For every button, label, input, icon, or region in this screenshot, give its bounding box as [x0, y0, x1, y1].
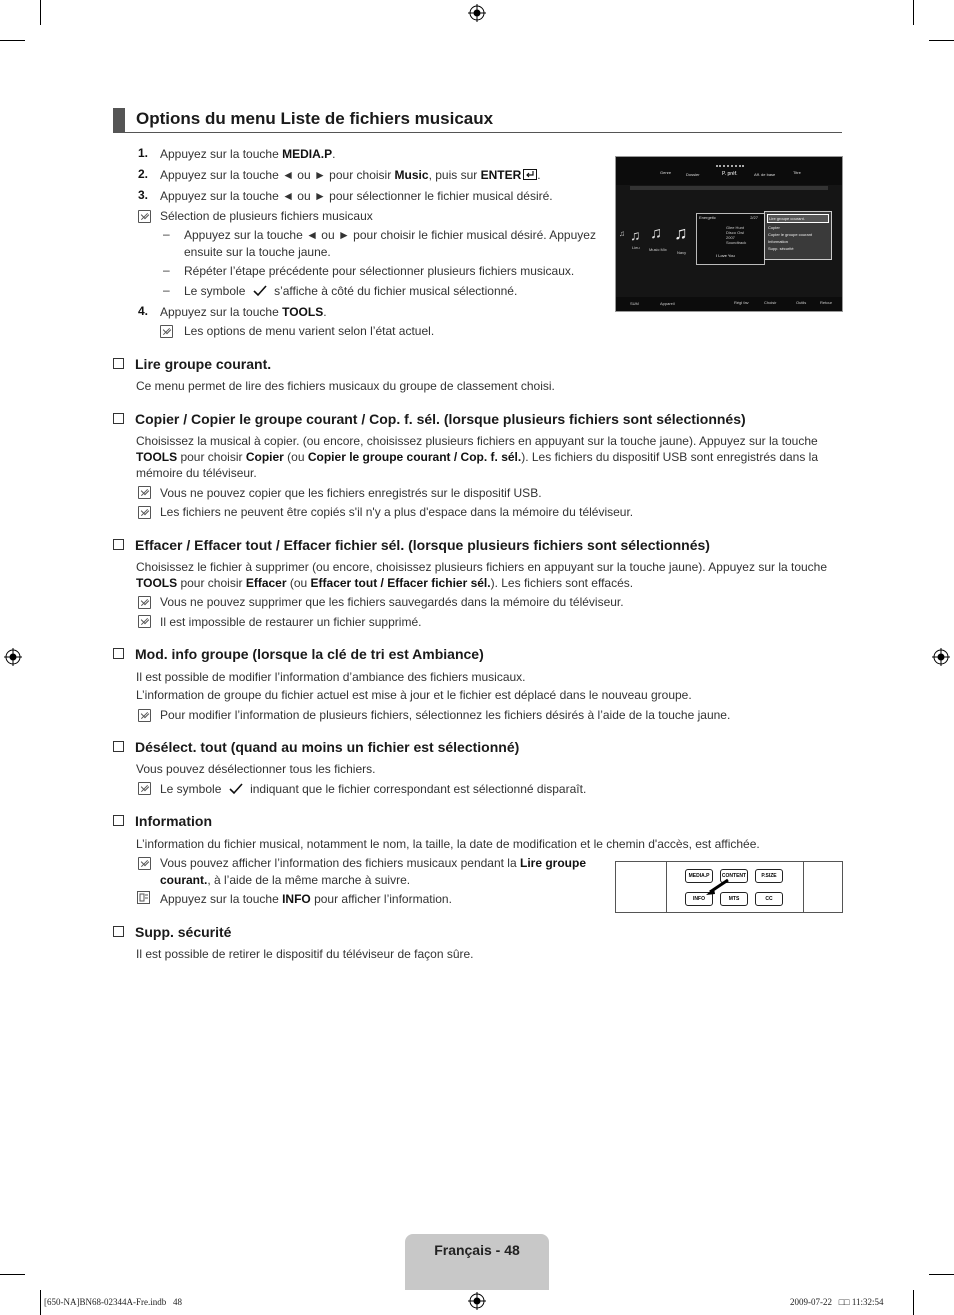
tv-tab: Dossier — [686, 172, 700, 177]
tv-bottom-device: Appareil — [660, 301, 675, 306]
step-number: 4. — [138, 304, 149, 318]
registration-mark-icon — [468, 1292, 486, 1310]
music-note-icon: ♫ — [674, 223, 688, 243]
registration-mark-icon — [4, 648, 22, 666]
note-icon — [138, 486, 151, 499]
music-note-icon: ♫ — [650, 225, 662, 242]
checkbox-bullet-icon — [113, 926, 124, 937]
pointer-arrow-icon — [702, 878, 732, 898]
tv-popup-item: Glee Hunt — [726, 225, 745, 230]
tv-popup-head-text: Energetic — [699, 215, 716, 220]
dash: – — [163, 227, 170, 241]
tv-menu-item[interactable]: Copier — [768, 225, 780, 230]
section-title-information: Information — [113, 813, 212, 829]
tv-screen-illustration — [615, 156, 843, 312]
note-text: courant., à l’aide de la même marche à suivre. — [160, 873, 411, 887]
tv-tab: P. préf. — [722, 171, 738, 177]
checkbox-bullet-icon — [113, 741, 124, 752]
crop-mark — [913, 0, 914, 25]
tv-item-label: Lieu — [632, 245, 640, 250]
checkbox-bullet-icon — [113, 413, 124, 424]
note-text: Vous ne pouvez supprimer que les fichiers sauvegardés dans la mémoire du téléviseur. — [160, 595, 624, 609]
step-number: 2. — [138, 167, 149, 181]
mts-button[interactable]: MTS — [720, 892, 748, 906]
tv-bottom-fav: Régl fav — [734, 300, 749, 305]
section-body: Il est possible de retirer le dispositif du téléviseur de façon sûre. — [136, 947, 474, 961]
section-body: L’information du fichier musical, notamment le nom, la taille, la date de modification et le chemin d'accès, est affichée. — [136, 837, 760, 851]
note-icon — [138, 782, 151, 795]
page-number: Français - 48 — [434, 1242, 520, 1258]
tv-popup-count: 2/27 — [750, 215, 758, 220]
dash: – — [163, 283, 170, 297]
registration-mark-icon — [468, 4, 486, 22]
cc-button[interactable]: CC — [755, 892, 783, 906]
heading-rule — [113, 132, 842, 133]
tv-menu-item[interactable]: Information — [768, 239, 789, 244]
section-body: Choisissez la musical à copier. (ou encore, choisissez plusieurs fichiers en appuyant sur la touche jaune). Appuyez sur la touche — [136, 434, 818, 448]
note-icon — [138, 506, 151, 519]
sub-item: Répéter l’étape précédente pour sélectionner plusieurs fichiers musicaux. — [184, 264, 575, 278]
note-text: Il est impossible de restaurer un fichier supprimé. — [160, 615, 422, 629]
section-body: Choisissez le fichier à supprimer (ou encore, choisissez plusieurs fichiers en appuyant sur la touche jaune). Appuyez sur la touche — [136, 560, 828, 574]
section-title-copier: Copier / Copier le groupe courant / Cop. f. sél. (lorsque plusieurs fichiers sont sélectionnés) — [113, 411, 746, 427]
sub-item: ensuite sur la touche jaune. — [184, 245, 331, 259]
tv-tab: Genre — [660, 170, 672, 175]
content-button[interactable]: CONTENT — [720, 869, 748, 883]
page-heading — [113, 108, 842, 134]
note-text: Les options de menu varient selon l’état actuel. — [184, 324, 435, 338]
enter-icon — [523, 169, 537, 180]
page-number-tab — [405, 1234, 549, 1290]
crop-mark — [0, 40, 25, 41]
crop-mark — [929, 1274, 954, 1275]
note-text: Les fichiers ne peuvent être copiés s'il n'y a plus d'espace dans la mémoire du téléviseur. — [160, 505, 634, 519]
note-icon — [138, 857, 151, 870]
crop-mark — [40, 1290, 41, 1315]
dash: – — [163, 263, 170, 277]
tv-bottom-sum: SUM — [630, 301, 639, 306]
info-button[interactable]: INFO — [685, 892, 713, 906]
tv-bottom-bar — [616, 297, 842, 311]
section-body: TOOLS pour choisir Effacer (ou Effacer tout / Effacer fichier sél.). Les fichiers sont effacés. — [136, 576, 634, 590]
crop-mark — [913, 1290, 914, 1315]
check-icon — [253, 285, 267, 297]
registration-mark-icon — [932, 648, 950, 666]
heading-accent — [113, 108, 125, 132]
crop-mark — [929, 40, 954, 41]
check-icon — [229, 783, 243, 795]
section-body: Il est possible de modifier l’information d’ambiance des fichiers musicaux. — [136, 670, 526, 684]
step-number: 1. — [138, 146, 149, 160]
music-note-icon: ♫ — [619, 229, 625, 238]
step-number: 3. — [138, 188, 149, 202]
tv-popup-item: 2007 — [726, 235, 735, 240]
note-text: Sélection de plusieurs fichiers musicaux — [160, 209, 373, 223]
note-icon — [160, 325, 173, 338]
tv-bottom-choose: Choisir — [764, 300, 777, 305]
tv-popup-head — [699, 215, 761, 222]
tv-bottom-tools: Outils — [796, 300, 807, 305]
step-1: Appuyez sur la touche MEDIA.P. — [160, 147, 336, 161]
section-body: L’information de groupe du fichier actuel est mise à jour et le fichier est déplacé dans le nouveau groupe. — [136, 688, 692, 702]
crop-mark — [40, 0, 41, 25]
remote-illustration — [615, 861, 843, 913]
note-text: Vous pouvez afficher l’information des fichiers musicaux pendant la Lire groupe — [160, 856, 586, 870]
tv-popup-item: Disco Owl — [726, 230, 745, 235]
section-title-deselect: Désélect. tout (quand au moins un fichier est sélectionné) — [113, 739, 519, 755]
music-note-icon: ♫ — [630, 227, 641, 243]
section-title-mod: Mod. info groupe (lorsque la clé de tri est Ambiance) — [113, 646, 484, 662]
tv-tab: Titre — [793, 170, 801, 175]
section-body: Vous pouvez désélectionner tous les fichiers. — [136, 762, 376, 776]
section-title-supp: Supp. sécurité — [113, 924, 231, 940]
tv-menu-item-selected[interactable]: Lire groupe courant. — [767, 214, 829, 223]
section-body: TOOLS pour choisir Copier (ou Copier le groupe courant / Cop. f. sél.). Les fichiers du dispositif USB sont enregistrés dans la — [136, 450, 819, 464]
step-3: Appuyez sur la touche ◄ ou ► pour sélectionner le fichier musical désiré. — [160, 189, 553, 203]
tv-menu-item[interactable]: Copier le groupe courant — [768, 232, 813, 237]
section-body: mémoire du téléviseur. — [136, 466, 257, 480]
tv-item-label: Music Mix — [649, 247, 667, 252]
tv-dots — [716, 165, 744, 169]
tv-tab: Aff. de base — [754, 172, 776, 177]
note-icon — [138, 210, 151, 223]
media-p-button[interactable]: MEDIA.P — [685, 869, 713, 883]
checkbox-bullet-icon — [113, 358, 124, 369]
p-size-button[interactable]: P.SIZE — [755, 869, 783, 883]
footer-file: [650-NA]BN68-02344A-Fre.indb 48 — [44, 1297, 182, 1307]
checkbox-bullet-icon — [113, 815, 124, 826]
crop-mark — [0, 1274, 25, 1275]
note-text: Le symbole indiquant que le fichier correspondant est sélectionné disparaît. — [160, 782, 587, 796]
checkbox-bullet-icon — [113, 539, 124, 550]
page-title: Options du menu Liste de fichiers musicaux — [136, 109, 494, 128]
checkbox-bullet-icon — [113, 648, 124, 659]
tv-popup-song: I Love You — [716, 253, 735, 258]
tv-menu-item[interactable]: Supp. sécurité — [768, 246, 794, 251]
note-text: Vous ne pouvez copier que les fichiers enregistrés sur le dispositif USB. — [160, 486, 542, 500]
section-title-lire: Lire groupe courant. — [113, 356, 271, 372]
tv-bottom-return: Retour — [820, 300, 833, 305]
section-body: Ce menu permet de lire des fichiers musicaux du groupe de classement choisi. — [136, 379, 555, 393]
note-text: Pour modifier l’information de plusieurs fichiers, sélectionnez les fichiers désirés à l’aide de la touche jaune. — [160, 708, 731, 722]
tv-item-label: Navy — [677, 250, 687, 255]
note-icon — [138, 596, 151, 609]
note-text: Appuyez sur la touche INFO pour afficher l’information. — [160, 892, 452, 906]
tv-popup-list — [726, 225, 746, 245]
remote-note-icon — [137, 891, 150, 904]
step-4: Appuyez sur la touche TOOLS. — [160, 305, 327, 319]
sub-item: Le symbole s’affiche à côté du fichier musical sélectionné. — [184, 284, 518, 298]
sub-item: Appuyez sur la touche ◄ ou ► pour choisir le fichier musical désiré. Appuyez — [184, 228, 596, 242]
note-icon — [138, 709, 151, 722]
footer-date: 2009-07-22 □□ 11:32:54 — [790, 1297, 884, 1307]
section-title-effacer: Effacer / Effacer tout / Effacer fichier sél. (lorsque plusieurs fichiers sont sélectionnés) — [113, 537, 710, 553]
tv-tools-menu[interactable] — [764, 211, 832, 260]
tv-popup-item: Soundtrack — [726, 240, 747, 245]
tv-timeline — [630, 186, 828, 190]
step-2: Appuyez sur la touche ◄ ou ► pour choisir Music, puis sur ENTER . — [160, 168, 541, 182]
note-icon — [138, 615, 151, 628]
